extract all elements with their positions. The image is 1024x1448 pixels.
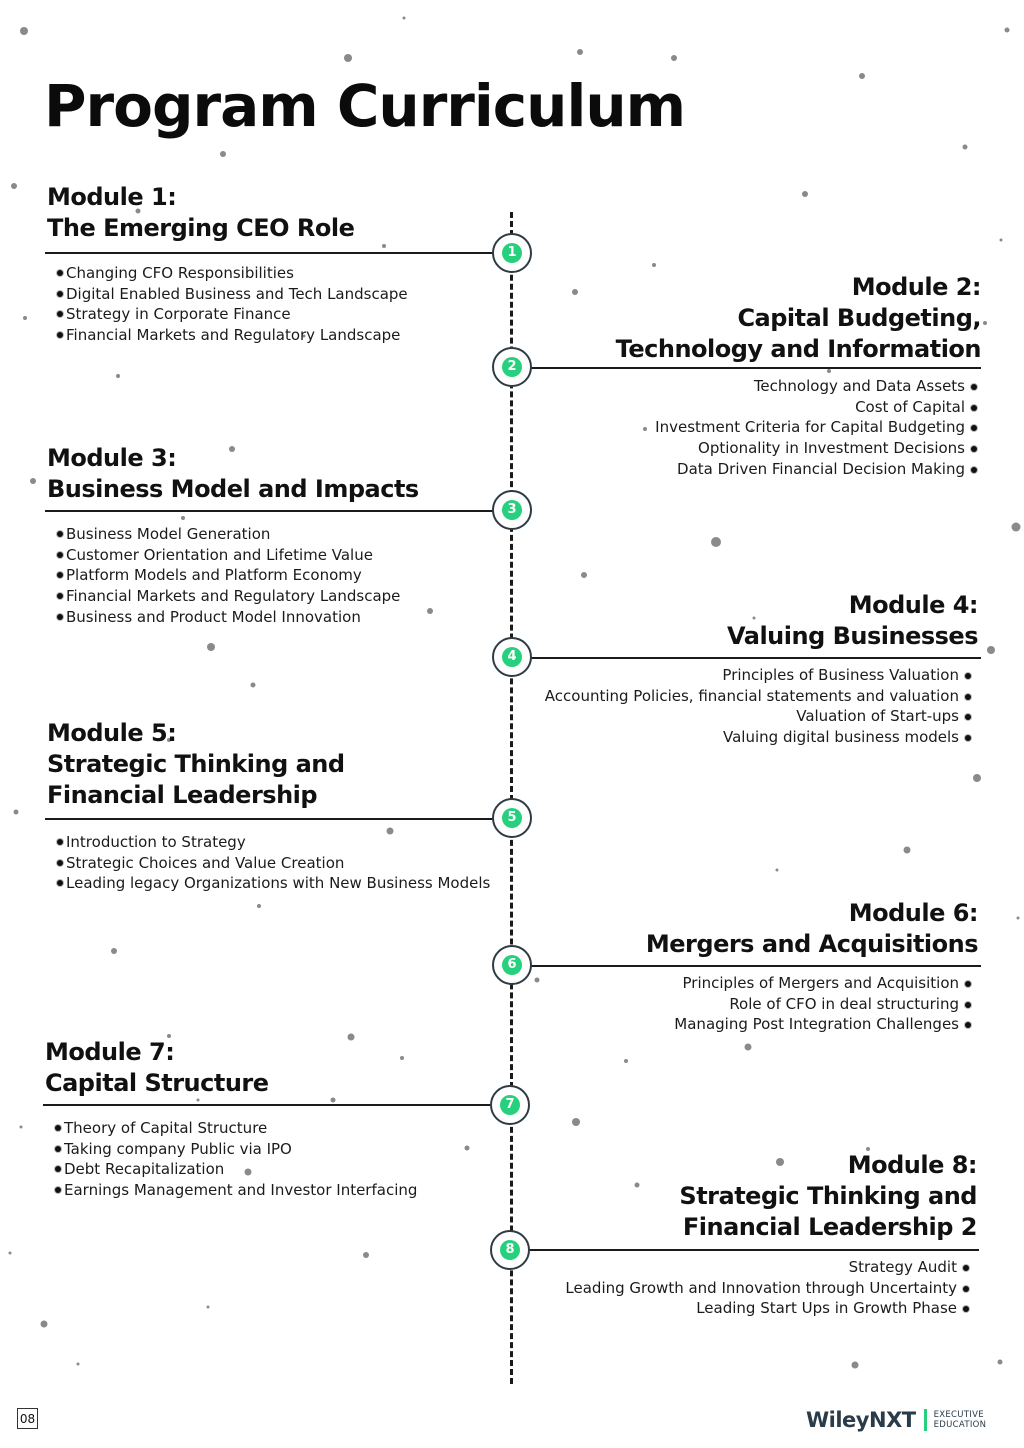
module-8-node [490, 1230, 530, 1270]
module-2-title-line-2: Technology and Information [615, 335, 981, 363]
module-1-node [492, 233, 532, 273]
module-1-rule [45, 252, 495, 254]
topic-item: Business Model Generation [56, 524, 400, 545]
module-5-number: 5 [502, 808, 522, 828]
module-8-label: Module 8: [847, 1151, 977, 1179]
topic-item: Debt Recapitalization [54, 1159, 417, 1180]
topic-item: Valuing digital business models [545, 727, 973, 748]
module-5-title-line-1: Strategic Thinking and [47, 750, 345, 778]
module-2-node [492, 347, 532, 387]
topic-item: Leading legacy Organizations with New Business Models [56, 873, 490, 894]
module-5-topics [56, 832, 490, 894]
module-6-node [492, 945, 532, 985]
module-3-title: Business Model and Impacts [47, 475, 419, 503]
brand-subtitle [934, 1410, 987, 1430]
brand-subtitle-line-1: EXECUTIVE [933, 1410, 984, 1420]
topic-item: Accounting Policies, financial statements and valuation [545, 686, 973, 707]
topic-item: Cost of Capital [655, 397, 979, 418]
module-6-rule [530, 965, 981, 967]
module-4-rule [530, 657, 981, 659]
module-2-label: Module 2: [851, 273, 981, 301]
module-4-heading [727, 590, 978, 652]
module-8-topics [565, 1257, 971, 1319]
topic-item: Digital Enabled Business and Tech Landscape [56, 284, 408, 305]
module-6-number: 6 [502, 955, 522, 975]
module-8-title-line-2: Financial Leadership 2 [682, 1213, 977, 1241]
module-6-topics [674, 973, 973, 1035]
module-2-title-line-1: Capital Budgeting, [737, 304, 981, 332]
module-5-label: Module 5: [47, 719, 177, 747]
module-3-heading [47, 443, 419, 505]
module-2-rule [530, 367, 981, 369]
module-2-topics [655, 376, 979, 480]
topic-item: Theory of Capital Structure [54, 1118, 417, 1139]
topic-item: Leading Start Ups in Growth Phase [565, 1298, 971, 1319]
module-5-heading [47, 718, 345, 811]
topic-item: Taking company Public via IPO [54, 1139, 417, 1160]
module-1-number: 1 [502, 243, 522, 263]
topic-item: Changing CFO Responsibilities [56, 263, 408, 284]
topic-item: Optionality in Investment Decisions [655, 438, 979, 459]
topic-item: Managing Post Integration Challenges [674, 1014, 973, 1035]
module-3-label: Module 3: [47, 444, 177, 472]
module-2-heading [616, 272, 981, 365]
module-1-label: Module 1: [47, 183, 177, 211]
topic-item: Strategy Audit [565, 1257, 971, 1278]
topic-item: Principles of Business Valuation [545, 665, 973, 686]
module-6-title: Mergers and Acquisitions [645, 930, 978, 958]
topic-item: Introduction to Strategy [56, 832, 490, 853]
module-7-rule [43, 1104, 493, 1106]
module-2-number: 2 [502, 357, 522, 377]
module-4-node [492, 637, 532, 677]
module-4-topics [545, 665, 973, 748]
module-3-topics [56, 524, 400, 628]
module-7-topics [54, 1118, 417, 1201]
module-8-heading [679, 1150, 977, 1243]
topic-item: Valuation of Start-ups [545, 706, 973, 727]
module-4-label: Module 4: [848, 591, 978, 619]
topic-item: Role of CFO in deal structuring [674, 994, 973, 1015]
topic-item: Technology and Data Assets [655, 376, 979, 397]
module-6-heading [646, 898, 978, 960]
module-8-title-line-1: Strategic Thinking and [679, 1182, 977, 1210]
module-4-title: Valuing Businesses [726, 622, 978, 650]
module-5-rule [45, 818, 495, 820]
topic-item: Financial Markets and Regulatory Landscape [56, 325, 408, 346]
brand-logo [806, 1404, 986, 1436]
topic-item: Financial Markets and Regulatory Landscape [56, 586, 400, 607]
module-7-label: Module 7: [45, 1038, 175, 1066]
topic-item: Data Driven Financial Decision Making [655, 459, 979, 480]
module-7-heading [45, 1037, 269, 1099]
module-3-number: 3 [502, 500, 522, 520]
page-number: 08 [17, 1408, 38, 1429]
module-6-label: Module 6: [848, 899, 978, 927]
topic-item: Earnings Management and Investor Interfacing [54, 1180, 417, 1201]
module-8-rule [528, 1249, 979, 1251]
brand-name: WileyNXT [806, 1408, 916, 1432]
module-3-node [492, 490, 532, 530]
module-1-title: The Emerging CEO Role [47, 214, 355, 242]
module-1-topics [56, 263, 408, 346]
module-8-number: 8 [500, 1240, 520, 1260]
brand-subtitle-line-2: EDUCATION [933, 1420, 987, 1430]
module-3-rule [45, 510, 495, 512]
module-7-node [490, 1085, 530, 1125]
topic-item: Investment Criteria for Capital Budgeting [655, 417, 979, 438]
topic-item: Principles of Mergers and Acquisition [674, 973, 973, 994]
module-1-heading [47, 182, 354, 244]
module-5-node [492, 798, 532, 838]
brand-divider [924, 1409, 927, 1431]
page-title: Program Curriculum [44, 72, 686, 140]
topic-item: Business and Product Model Innovation [56, 607, 400, 628]
module-7-number: 7 [500, 1095, 520, 1115]
topic-item: Leading Growth and Innovation through Uncertainty [565, 1278, 971, 1299]
topic-item: Customer Orientation and Lifetime Value [56, 545, 400, 566]
topic-item: Strategic Choices and Value Creation [56, 853, 490, 874]
module-4-number: 4 [502, 647, 522, 667]
topic-item: Strategy in Corporate Finance [56, 304, 408, 325]
module-7-title: Capital Structure [45, 1069, 269, 1097]
topic-item: Platform Models and Platform Economy [56, 565, 400, 586]
module-5-title-line-2: Financial Leadership [47, 781, 318, 809]
